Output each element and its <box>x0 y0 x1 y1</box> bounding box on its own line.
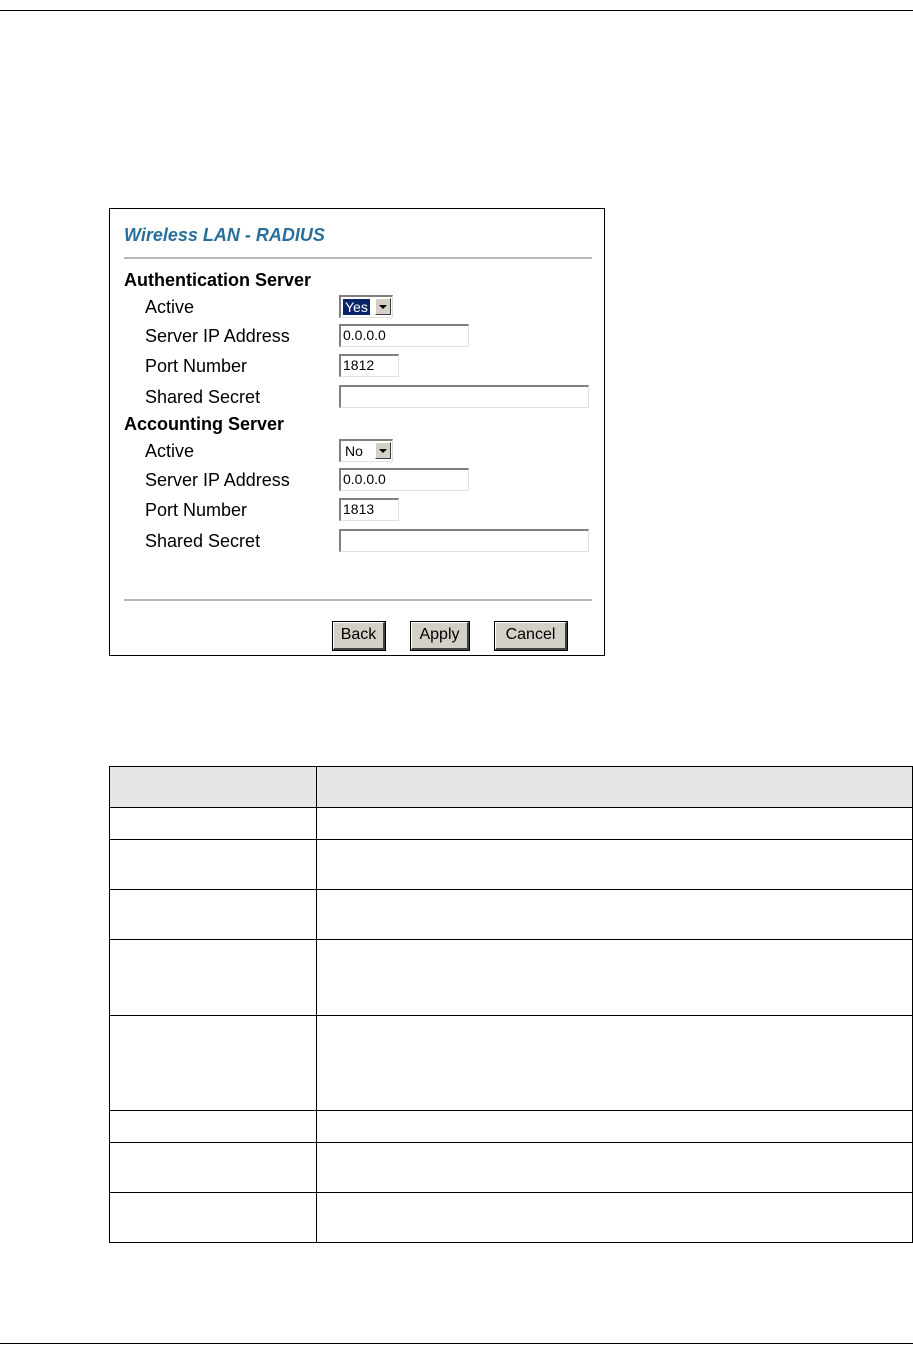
table-row <box>110 808 913 840</box>
authentication-server-heading: Authentication Server <box>124 270 312 290</box>
acct-secret-input[interactable] <box>339 529 589 552</box>
accounting-server-heading: Accounting Server <box>124 414 285 434</box>
auth-active-select[interactable] <box>339 295 393 318</box>
acct-ip-input[interactable]: 0.0.0.0 <box>339 468 469 491</box>
footer-rule <box>0 1343 913 1344</box>
acct-ip-label: Server IP Address <box>145 470 290 490</box>
acct-port-input[interactable]: 1813 <box>339 498 399 521</box>
auth-active-value: Yes <box>345 299 368 315</box>
auth-ip-label: Server IP Address <box>145 326 290 346</box>
table-row <box>110 890 913 940</box>
auth-ip-input[interactable]: 0.0.0.0 <box>339 324 469 347</box>
header-rule <box>0 10 913 11</box>
acct-secret-label: Shared Secret <box>145 531 261 551</box>
acct-active-value: No <box>345 443 363 459</box>
chevron-down-icon[interactable] <box>375 442 391 459</box>
buttons-divider <box>124 599 592 601</box>
acct-active-label: Active <box>145 441 195 461</box>
acct-port-label: Port Number <box>145 500 248 520</box>
table-row <box>110 1016 913 1111</box>
auth-secret-input[interactable] <box>339 385 589 408</box>
auth-active-label: Active <box>145 297 195 317</box>
cancel-button[interactable]: Cancel <box>495 622 567 650</box>
table-row <box>110 1143 913 1193</box>
table-header-cell <box>317 767 913 808</box>
table-row <box>110 1193 913 1243</box>
table-header-cell <box>110 767 317 808</box>
table-row <box>110 840 913 890</box>
auth-port-label: Port Number <box>145 356 248 376</box>
field-description-table <box>109 766 913 1243</box>
dialog-title: Wireless LAN - RADIUS <box>124 225 325 245</box>
back-button[interactable]: Back <box>333 622 385 650</box>
auth-secret-label: Shared Secret <box>145 387 261 407</box>
table-row <box>110 940 913 1016</box>
acct-active-select[interactable] <box>339 439 393 462</box>
auth-port-input[interactable]: 1812 <box>339 354 399 377</box>
apply-button[interactable]: Apply <box>411 622 469 650</box>
table-header-row <box>110 767 913 808</box>
chevron-down-icon[interactable] <box>375 298 391 315</box>
radius-dialog <box>109 208 605 656</box>
table-row <box>110 1111 913 1143</box>
title-divider <box>124 257 592 259</box>
